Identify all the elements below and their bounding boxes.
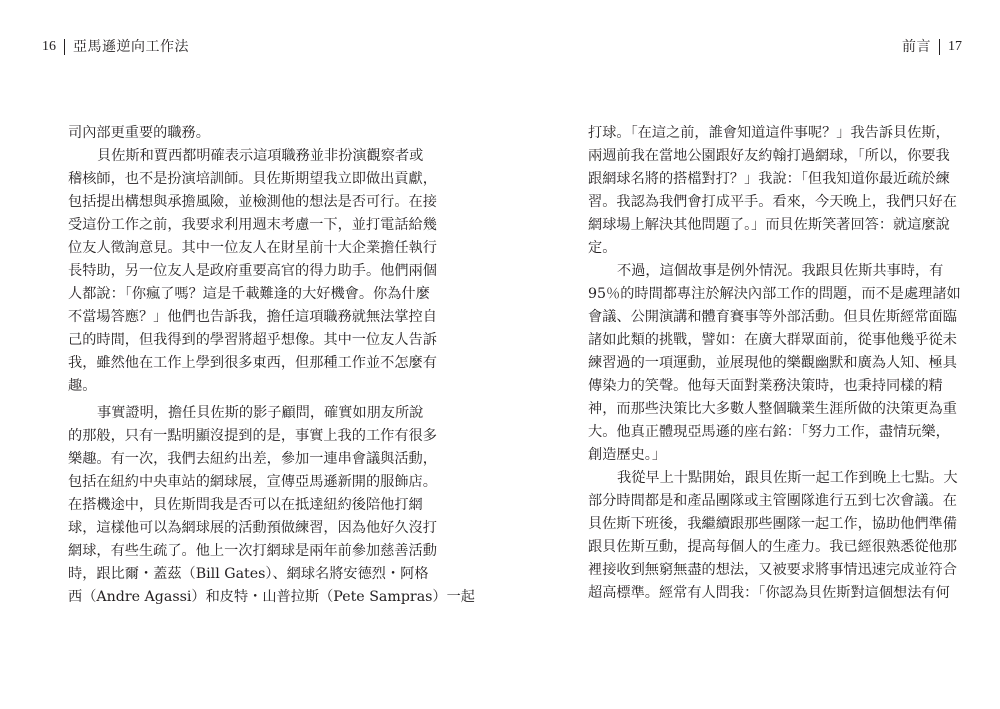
text-line: 大。他真正體現亞馬遜的座右銘：「努力工作，盡情玩樂， [588, 424, 950, 440]
text-line: 西（Andre Agassi）和皮特・山普拉斯（Pete Sampras）一起 [68, 589, 475, 605]
text-line: 網球，有些生疏了。他上一次打網球是兩年前參加慈善活動 [68, 543, 437, 559]
text-line: 不當場答應？」他們也告訴我，擔任這項職務就無法掌控自 [68, 309, 437, 325]
running-header-left [42, 38, 189, 56]
text-line: 受這份工作之前，我要求利用週末考慮一下，並打電話給幾 [68, 217, 437, 233]
text-line: 超高標準。經常有人問我：「你認為貝佐斯對這個想法有何 [588, 585, 950, 601]
running-header-right [902, 38, 962, 56]
text-line: 己的時間，但我得到的學習將超乎想像。其中一位友人告訴 [68, 332, 437, 348]
text-line: 部分時間都是和產品團隊或主管團隊進行五到七次會議。在 [588, 493, 957, 509]
page-number: 16 [42, 39, 56, 54]
page-number: 17 [948, 39, 962, 54]
text-line: 打球。「在這之前，誰會知道這件事呢？」我告訴貝佐斯， [588, 125, 950, 141]
body-text [68, 122, 475, 609]
body-text [588, 122, 961, 605]
text-line: 在搭機途中，貝佐斯問我是否可以在抵達紐約後陪他打網 [68, 497, 423, 513]
text-line: 貝佐斯下班後，我繼續跟那些團隊一起工作，協助他們準備 [588, 516, 957, 532]
text-line: 傳染力的笑聲。他每天面對業務決策時，也秉持同樣的精 [588, 378, 943, 394]
text-line: 神，而那些決策比大多數人整個職業生涯所做的決策更為重 [588, 401, 957, 417]
text-line: 貝佐斯和賈西都明確表示這項職務並非扮演觀察者或 [97, 148, 424, 164]
text-line: 跟網球名將的搭檔對打？」我說：「但我知道你最近疏於練 [588, 171, 950, 187]
text-line: 95％的時間都專注於解決內部工作的問題，而不是處理諸如 [588, 286, 961, 302]
right-page [500, 0, 1000, 709]
text-line: 位友人徵詢意見。其中一位友人在財星前十大企業擔任執行 [68, 240, 437, 256]
text-line: 樂趣。有一次，我們去紐約出差，參加一連串會議與活動， [68, 451, 437, 467]
chapter-title: 前言 [902, 39, 931, 55]
text-line: 兩週前我在當地公園跟好友約翰打過網球，「所以，你要我 [588, 148, 950, 164]
text-line: 會議、公開演講和體育賽事等外部活動。但貝佐斯經常面臨 [588, 309, 957, 325]
text-line: 長特助，另一位友人是政府重要高官的得力助手。他們兩個 [68, 263, 437, 279]
text-line: 球，這樣他可以為網球展的活動預做練習，因為他好久沒打 [68, 520, 437, 536]
text-line: 創造歷史。」 [588, 447, 667, 463]
text-line: 包括提出構想與承擔風險，並檢測他的想法是否可行。在接 [68, 194, 437, 210]
header-divider [64, 39, 65, 55]
text-line: 司內部更重要的職務。 [68, 125, 210, 141]
text-line: 定。 [588, 240, 617, 256]
text-line: 的那般，只有一點明顯沒提到的是，事實上我的工作有很多 [68, 428, 437, 444]
text-line: 練習過的一項運動，並展現他的樂觀幽默和廣為人知、極具 [588, 355, 957, 371]
text-line: 習。我認為我們會打成平手。看來，今天晚上，我們只好在 [588, 194, 957, 210]
text-line: 諸如此類的挑戰，譬如：在廣大群眾面前，從事他幾乎從未 [588, 332, 957, 348]
text-line: 我從早上十點開始，跟貝佐斯一起工作到晚上七點。大 [617, 470, 958, 486]
text-line: 事實證明，擔任貝佐斯的影子顧問，確實如朋友所說 [97, 405, 424, 421]
text-line: 跟貝佐斯互動，提高每個人的生產力。我已經很熟悉從他那 [588, 539, 957, 555]
text-line: 包括在紐約中央車站的網球展，宣傳亞馬遜新開的服飾店。 [68, 474, 437, 490]
text-line: 我，雖然他在工作上學到很多東西，但那種工作並不怎麼有 [68, 355, 437, 371]
text-line: 稽核師，也不是扮演培訓師。貝佐斯期望我立即做出貢獻， [68, 171, 437, 187]
text-line: 裡接收到無窮無盡的想法，又被要求將事情迅速完成並符合 [588, 562, 957, 578]
book-title: 亞馬遜逆向工作法 [73, 39, 189, 55]
text-line: 人都說：「你瘋了嗎？這是千載難逢的大好機會。你為什麼 [68, 286, 430, 302]
text-line: 不過，這個故事是例外情況。我跟貝佐斯共事時，有 [617, 263, 944, 279]
text-line: 時，跟比爾・蓋茲（Bill Gates）、網球名將安德烈・阿格 [68, 566, 429, 582]
text-line: 網球場上解決其他問題了。」而貝佐斯笑著回答：就這麼說 [588, 217, 950, 233]
header-divider [939, 39, 940, 55]
text-line: 趣。 [68, 378, 97, 394]
